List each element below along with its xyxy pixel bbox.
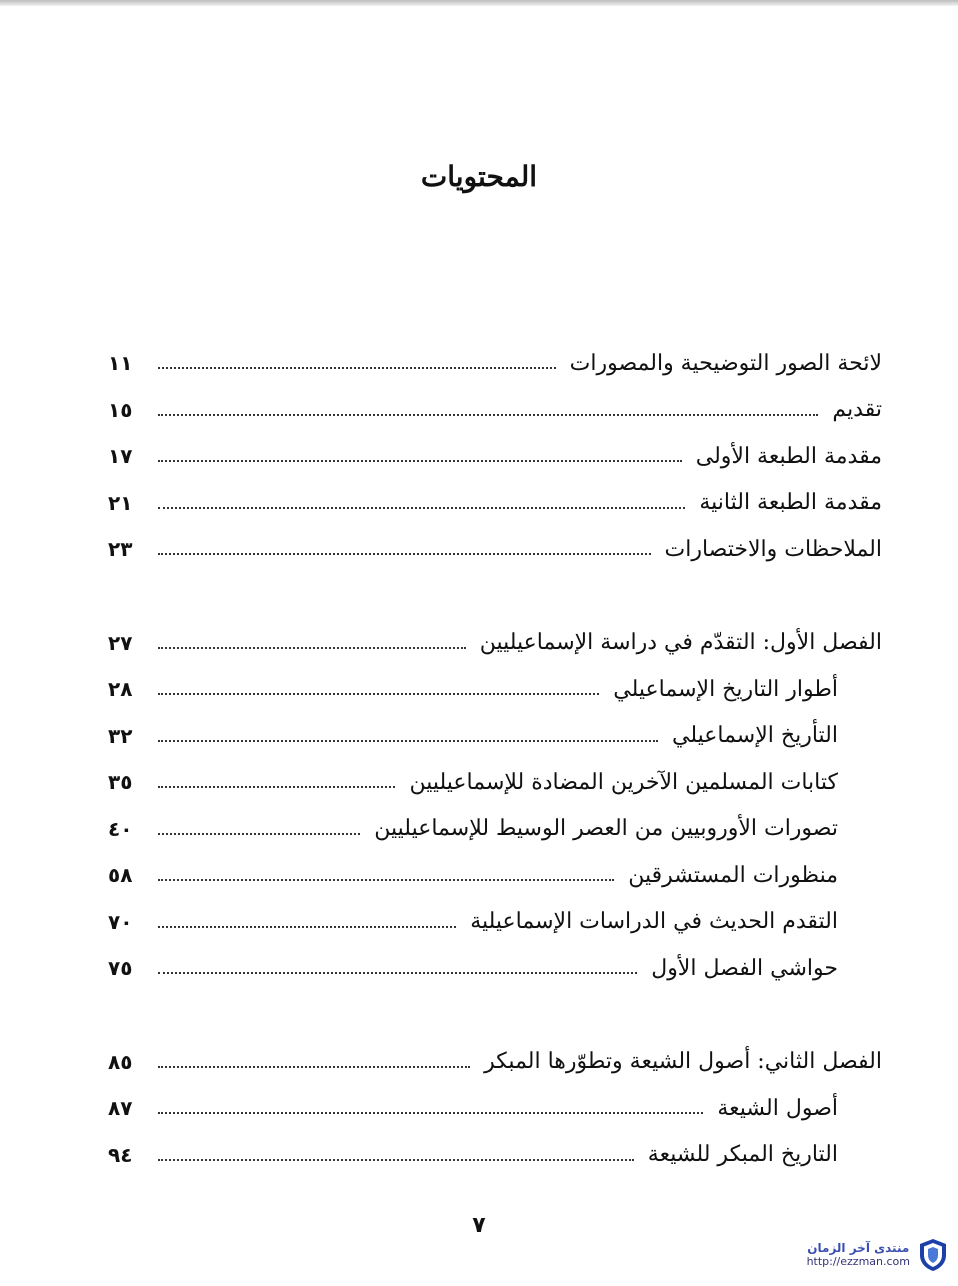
toc-entry <box>108 526 882 573</box>
toc-entry-page: ٢٨ <box>108 677 133 702</box>
toc-entry-page: ٢٧ <box>108 630 133 655</box>
toc-entry-page: ٨٧ <box>108 1096 133 1121</box>
toc-entry-label: تقديم <box>832 397 882 423</box>
dot-leader <box>158 414 818 416</box>
toc-entry-label: منظورات المستشرقين <box>628 862 838 888</box>
toc-entry-page: ٩٤ <box>108 1142 133 1167</box>
watermark-url[interactable]: http://ezzman.com <box>806 1255 910 1268</box>
dot-leader <box>158 693 599 695</box>
toc-entry-label: الملاحظات والاختصارات <box>664 536 882 562</box>
shield-logo-icon <box>918 1238 948 1272</box>
dot-leader <box>158 1159 634 1161</box>
toc-entry-page: ٨٥ <box>108 1049 133 1074</box>
toc-entry-label: حواشي الفصل الأول <box>651 955 838 981</box>
toc-entry-page: ٢١ <box>108 490 133 515</box>
toc-chapter-entry <box>108 620 882 667</box>
toc-entry <box>108 340 882 387</box>
toc-entry <box>108 480 882 527</box>
toc-entry-label: التاريخ المبكر للشيعة <box>647 1142 838 1168</box>
dot-leader <box>158 740 658 742</box>
dot-leader <box>158 553 651 555</box>
toc-entry-page: ٣٢ <box>108 723 133 748</box>
toc-subentry <box>108 759 882 806</box>
toc-entry-label: مقدمة الطبعة الثانية <box>699 490 882 516</box>
toc-entry-label: أصول الشيعة <box>717 1095 838 1121</box>
dot-leader <box>158 926 456 928</box>
toc-entry <box>108 387 882 434</box>
page-title: المحتويات <box>420 160 538 193</box>
viewer-top-edge <box>0 0 958 6</box>
toc-entry-label: لائحة الصور التوضيحية والمصورات <box>569 350 882 376</box>
table-of-contents <box>108 340 882 1178</box>
toc-entry-page: ١١ <box>108 351 133 376</box>
dot-leader <box>158 879 614 881</box>
toc-subentry <box>108 852 882 899</box>
dot-leader <box>158 786 395 788</box>
toc-subentry <box>108 1132 882 1179</box>
toc-entry-page: ١٥ <box>108 397 133 422</box>
toc-entry <box>108 433 882 480</box>
toc-entry-label: مقدمة الطبعة الأولى <box>695 443 882 469</box>
dot-leader <box>158 647 466 649</box>
toc-entry-page: ٣٥ <box>108 770 133 795</box>
toc-entry-page: ٧٥ <box>108 956 133 981</box>
page-number: ٧ <box>472 1213 486 1238</box>
dot-leader <box>158 972 637 974</box>
dot-leader <box>158 1066 470 1068</box>
toc-entry-label: الفصل الأول: التقدّم في دراسة الإسماعيليين <box>479 630 882 656</box>
dot-leader <box>158 1112 703 1114</box>
toc-entry-page: ١٧ <box>108 444 133 469</box>
toc-entry-label: أطوار التاريخ الإسماعيلي <box>613 676 838 702</box>
dot-leader <box>158 460 682 462</box>
toc-entry-page: ٥٨ <box>108 863 133 888</box>
toc-entry-label: تصورات الأوروبيين من العصر الوسيط للإسماعيليين <box>374 816 838 842</box>
watermark-name: منتدى آخر الزمان <box>807 1241 910 1255</box>
dot-leader <box>158 367 556 369</box>
toc-entry-page: ٧٠ <box>108 909 133 934</box>
toc-entry-page: ٤٠ <box>108 816 133 841</box>
toc-entry-label: التقدم الحديث في الدراسات الإسماعيلية <box>470 909 838 935</box>
toc-entry-label: الفصل الثاني: أصول الشيعة وتطوّرها المبكر <box>484 1049 882 1075</box>
dot-leader <box>158 833 360 835</box>
toc-subentry <box>108 806 882 853</box>
toc-subentry <box>108 1085 882 1132</box>
dot-leader <box>158 507 685 509</box>
toc-subentry <box>108 666 882 713</box>
toc-subentry <box>108 713 882 760</box>
watermark-text <box>807 1241 910 1269</box>
toc-chapter-entry <box>108 1039 882 1086</box>
toc-entry-label: التأريخ الإسماعيلي <box>672 723 838 749</box>
toc-subentry <box>108 945 882 992</box>
toc-subentry <box>108 899 882 946</box>
toc-entry-page: ٢٣ <box>108 537 133 562</box>
forum-watermark[interactable] <box>807 1238 948 1272</box>
toc-entry-label: كتابات المسلمين الآخرين المضادة للإسماعيليين <box>409 769 838 795</box>
